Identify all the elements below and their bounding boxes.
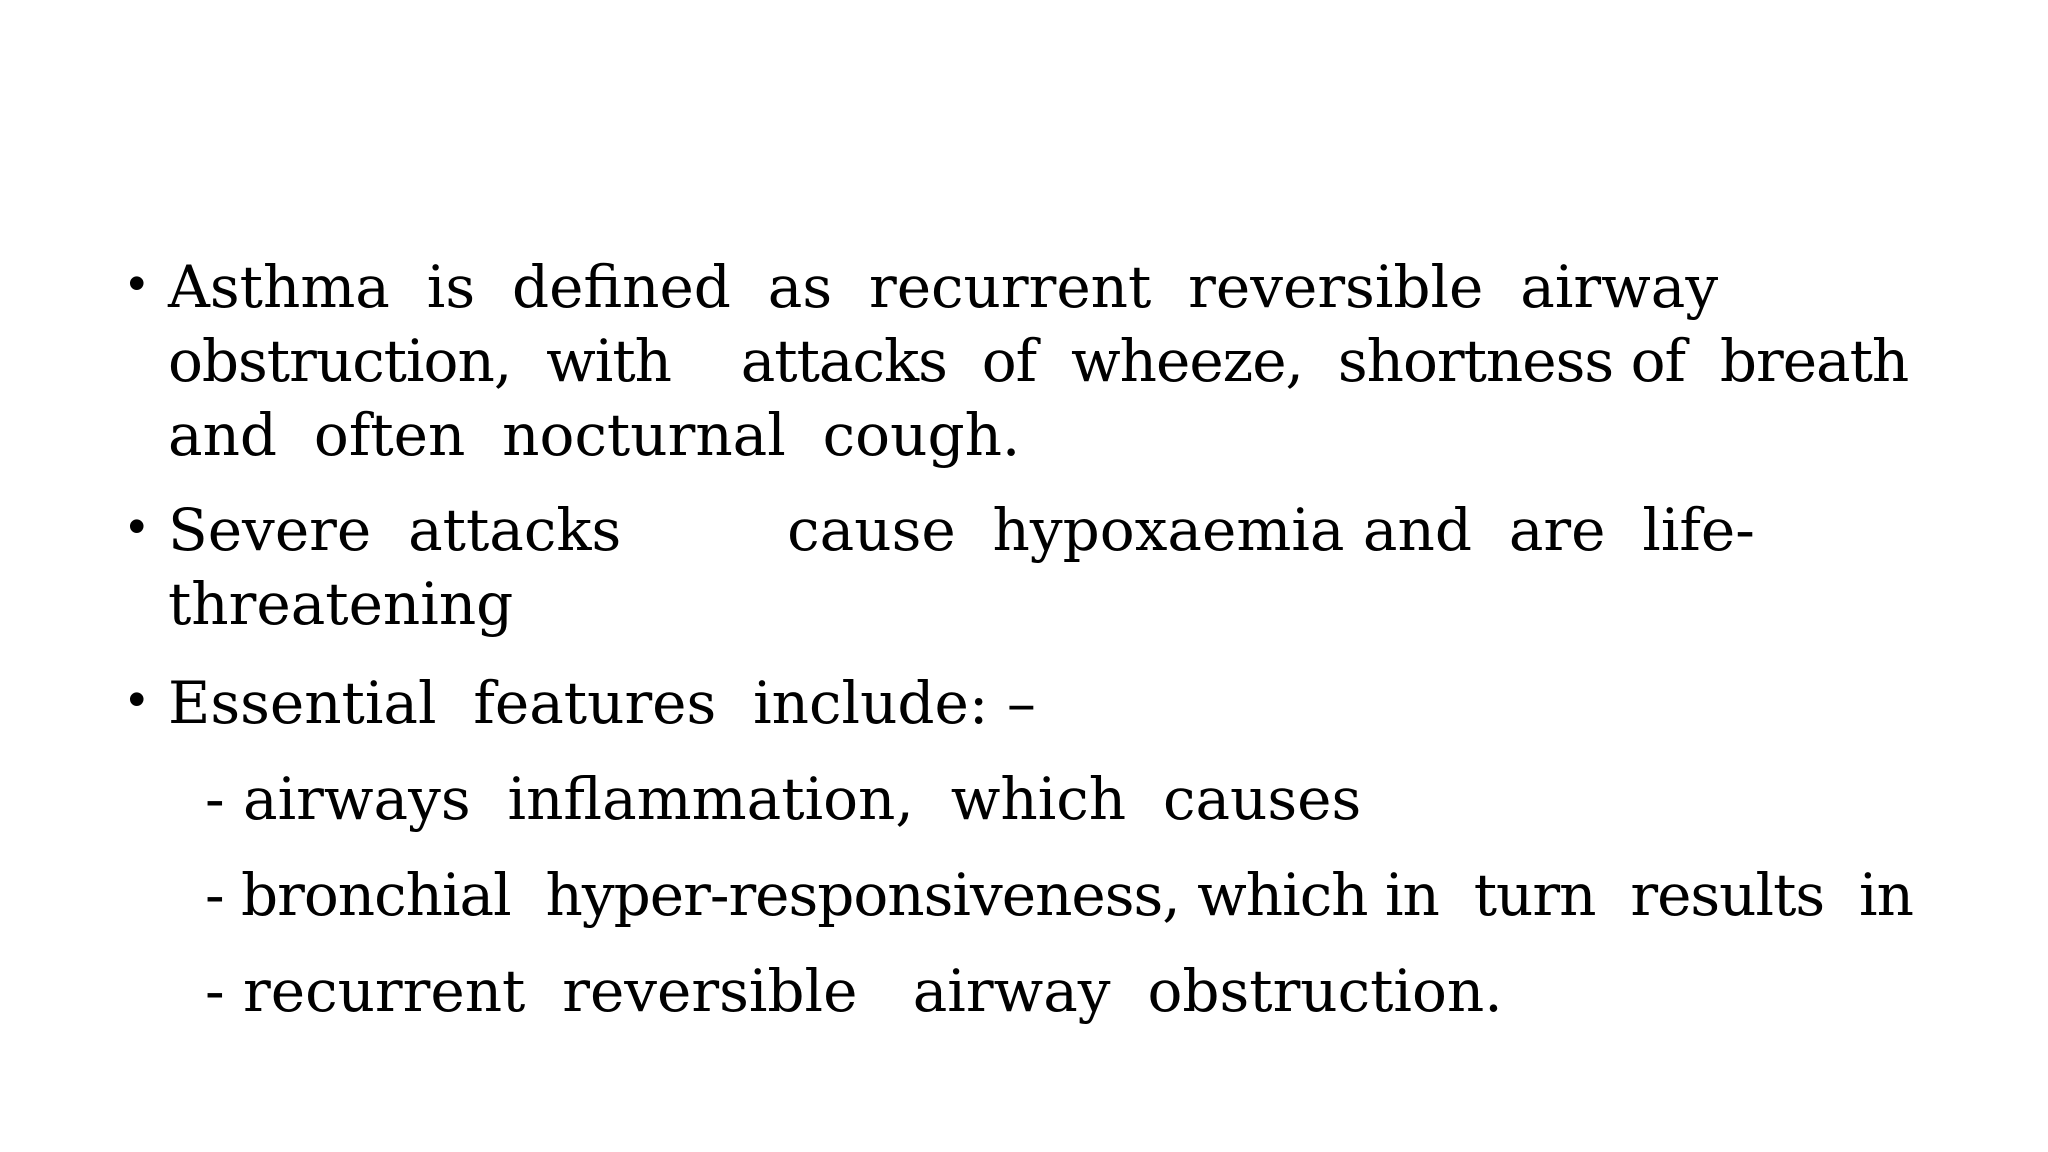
bullet-2-line-1: Severe attacks cause hypoxaemia and are life-: [168, 496, 1755, 564]
bullet-3-line-1: Essential features include: –: [168, 669, 1036, 737]
sub-item-airways-inflammation: - airways inflammation, which causes: [205, 765, 1362, 833]
bullet-marker: •: [128, 498, 146, 554]
bullet-1-line-3: and often nocturnal cough.: [168, 401, 1021, 469]
sub-item-airway-obstruction: - recurrent reversible airway obstruction.: [205, 957, 1503, 1025]
bullet-1-line-1: Asthma is defined as recurrent reversible airway: [168, 253, 1719, 321]
bullet-1-line-2: obstruction, with attacks of wheeze, shortness of breath: [168, 327, 1909, 395]
bullet-marker: •: [128, 255, 146, 311]
bullet-marker: •: [128, 671, 146, 727]
sub-item-bronchial-hyper-responsiveness: - bronchial hyper-responsiveness, which in turn results in: [205, 861, 1913, 929]
bullet-2-line-2: threatening: [168, 570, 514, 638]
